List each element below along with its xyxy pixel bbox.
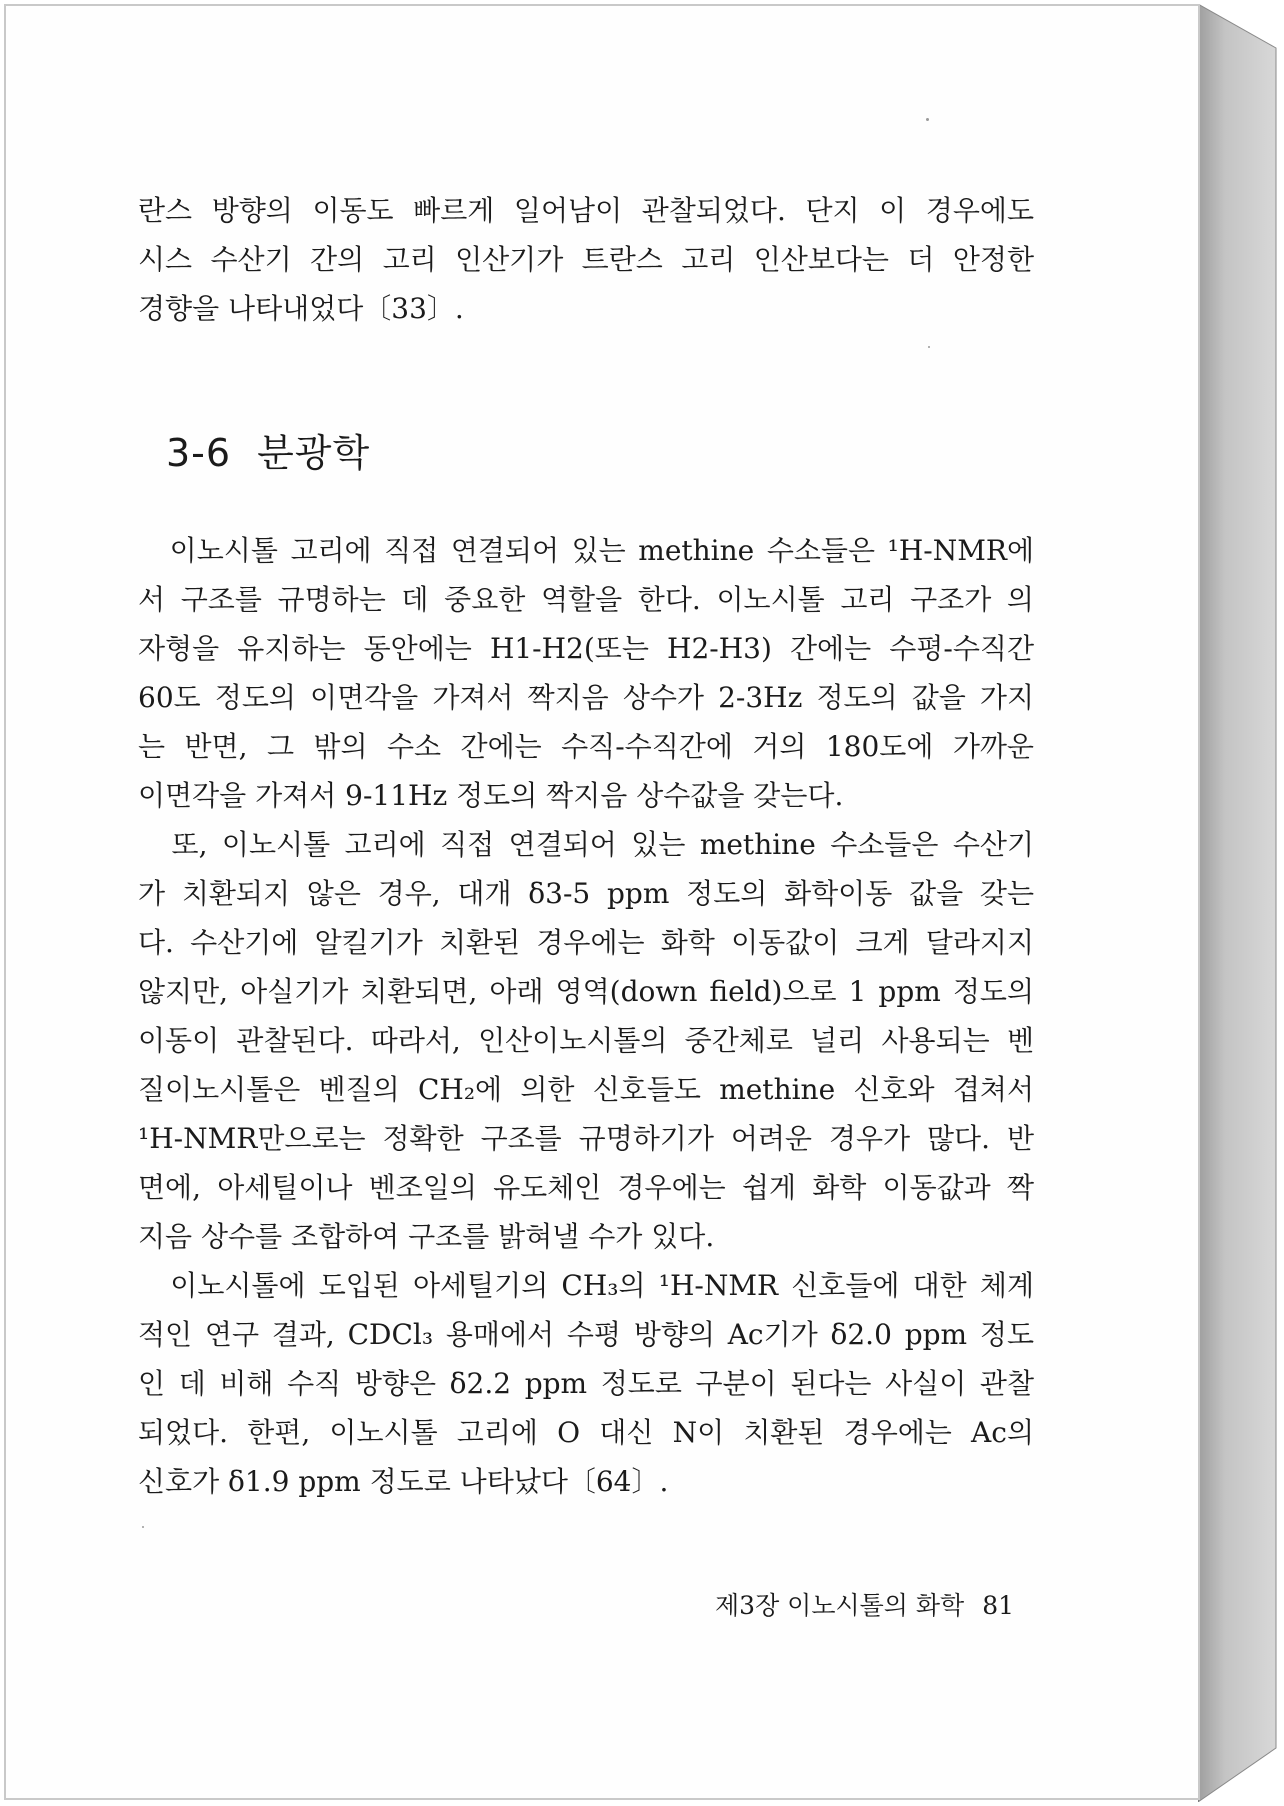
text-line: 이면각을 가져서 9-11Hz 정도의 짝지음 상수값을 갖는다.: [138, 779, 844, 812]
page-number: 81: [982, 1591, 1014, 1620]
text-line: 이노시톨에 도입된 아세틸기의 CH₃의 ¹H-NMR 신호들에 대한 체계: [138, 1269, 1034, 1302]
section-number: 3-6: [166, 431, 232, 475]
text-line: 또, 이노시톨 고리에 직접 연결되어 있는 methine 수소들은 수산기: [138, 828, 1034, 861]
scan-speck: [926, 118, 929, 121]
text-line: 않지만, 아실기가 치환되면, 아래 영역(down field)으로 1 ppm 정도의: [138, 975, 1034, 1008]
text-line: ¹H-NMR만으로는 정확한 구조를 규명하기가 어려운 경우가 많다. 반: [138, 1122, 1034, 1155]
text-line: 적인 연구 결과, CDCl₃ 용매에서 수평 방향의 Ac기가 δ2.0 ppm 정도: [138, 1318, 1034, 1351]
text-line: 시스 수산기 간의 고리 인산기가 트란스 고리 인산보다는 더 안정한: [138, 243, 1034, 276]
text-line: 되었다. 한편, 이노시톨 고리에 O 대신 N이 치환된 경우에는 Ac의: [138, 1416, 1034, 1449]
text-line: 가 치환되지 않은 경우, 대개 δ3-5 ppm 정도의 화학이동 값을 갖는: [138, 877, 1034, 910]
text-line: 이동이 관찰된다. 따라서, 인산이노시톨의 중간체로 널리 사용되는 벤: [138, 1024, 1034, 1057]
text-line: 면에, 아세틸이나 벤조일의 유도체인 경우에는 쉽게 화학 이동값과 짝: [138, 1171, 1034, 1204]
paragraph-nmr-coupling: [138, 526, 1034, 1506]
scan-speck: [928, 346, 930, 348]
text-line: 지음 상수를 조합하여 구조를 밝혀낼 수가 있다.: [138, 1220, 715, 1253]
text-line: 60도 정도의 이면각을 가져서 짝지음 상수가 2-3Hz 정도의 값을 가지: [138, 681, 1034, 714]
text-line: 는 반면, 그 밖의 수소 간에는 수직-수직간에 거의 180도에 가까운: [138, 730, 1034, 763]
intro-paragraph: [138, 186, 1034, 333]
text-line: 서 구조를 규명하는 데 중요한 역할을 한다. 이노시톨 고리 구조가 의: [138, 583, 1034, 616]
scan-speck: [142, 1526, 144, 1528]
text-line: 인 데 비해 수직 방향은 δ2.2 ppm 정도로 구분이 된다는 사실이 관찰: [138, 1367, 1034, 1400]
text-line: 다. 수산기에 알킬기가 치환된 경우에는 화학 이동값이 크게 달라지지: [138, 926, 1034, 959]
text-line: 신호가 δ1.9 ppm 정도로 나타났다〔64〕.: [138, 1465, 669, 1498]
text-line: 자형을 유지하는 동안에는 H1-H2(또는 H2-H3) 간에는 수평-수직간: [138, 632, 1034, 665]
running-head: 제3장 이노시톨의 화학: [715, 1591, 965, 1620]
text-line: 이노시톨 고리에 직접 연결되어 있는 methine 수소들은 ¹H-NMR에: [138, 534, 1034, 567]
text-line: 란스 방향의 이동도 빠르게 일어남이 관찰되었다. 단지 이 경우에도: [138, 194, 1034, 227]
page-footer: [715, 1586, 1014, 1622]
text-line: 질이노시톨은 벤질의 CH₂에 의한 신호들도 methine 신호와 겹쳐서: [138, 1073, 1034, 1106]
section-title: 분광학: [257, 431, 371, 475]
page-stack-edge: [1198, 4, 1280, 1802]
section-heading: [166, 422, 370, 477]
text-line: 경향을 나타내었다〔33〕.: [138, 292, 464, 325]
